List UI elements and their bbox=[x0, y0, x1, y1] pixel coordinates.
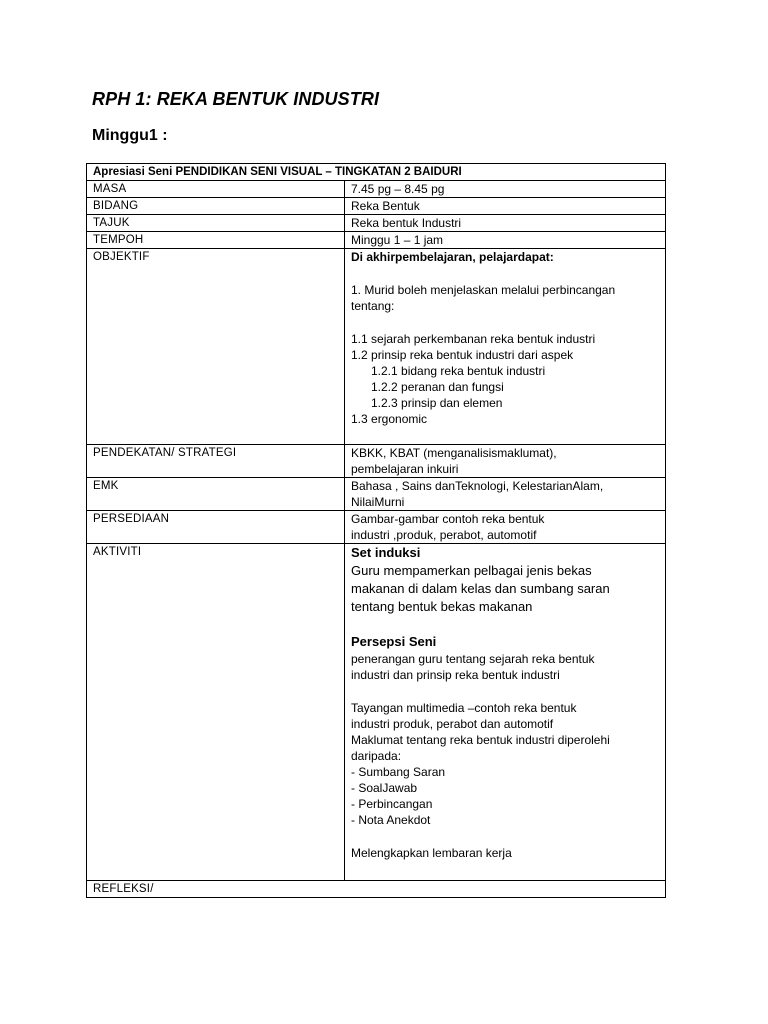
table-row bbox=[87, 198, 666, 215]
aktiviti-closing: Melengkapkan lembaran kerja bbox=[351, 846, 512, 860]
row-value-emk bbox=[345, 478, 666, 511]
row-label-pendekatan: PENDEKATAN/ STRATEGI bbox=[87, 445, 345, 478]
row-value-aktiviti bbox=[345, 544, 666, 881]
row-label-tajuk: TAJUK bbox=[87, 215, 345, 232]
objektif-item: 1.2 prinsip reka bentuk industri dari aspek bbox=[351, 348, 574, 362]
emk-line: NilaiMurni bbox=[351, 495, 405, 509]
tayangan-list-item: - Perbincangan bbox=[351, 797, 433, 811]
pendekatan-line: pembelajaran inkuiri bbox=[351, 462, 459, 476]
persediaan-line: industri ,produk, perabot, automotif bbox=[351, 528, 537, 542]
table-row bbox=[87, 232, 666, 249]
persepsi-line: penerangan guru tentang sejarah reka bentuk bbox=[351, 652, 595, 666]
persepsi-line: industri dan prinsip reka bentuk industri bbox=[351, 668, 560, 682]
row-label-objektif: OBJEKTIF bbox=[87, 249, 345, 445]
document-title: RPH 1: REKA BENTUK INDUSTRI bbox=[92, 89, 380, 109]
set-induksi-title: Set induksi bbox=[351, 545, 421, 560]
row-value-tajuk: Reka bentuk Industri bbox=[345, 215, 666, 232]
pendekatan-line: KBKK, KBAT (menganalisismaklumat), bbox=[351, 446, 557, 460]
table-header-row bbox=[87, 164, 666, 181]
row-value-objektif bbox=[345, 249, 666, 445]
row-label-aktiviti: AKTIVITI bbox=[87, 544, 345, 881]
row-label-bidang: BIDANG bbox=[87, 198, 345, 215]
objektif-subitem: 1.2.2 peranan dan fungsi bbox=[371, 380, 504, 394]
tayangan-line: Maklumat tentang reka bentuk industri diperolehi bbox=[351, 733, 610, 747]
table-row bbox=[87, 445, 666, 478]
emk-line: Bahasa , Sains danTeknologi, KelestarianAlam, bbox=[351, 479, 604, 493]
tayangan-line: Tayangan multimedia –contoh reka bentuk bbox=[351, 701, 577, 715]
row-label-refleksi: REFLEKSI/ bbox=[87, 881, 666, 898]
row-value-pendekatan bbox=[345, 445, 666, 478]
lesson-plan-table bbox=[86, 163, 666, 898]
set-induksi-line: makanan di dalam kelas dan sumbang saran bbox=[351, 581, 610, 596]
table-row bbox=[87, 544, 666, 881]
table-row bbox=[87, 181, 666, 198]
tayangan-list-item: - SoalJawab bbox=[351, 781, 418, 795]
persediaan-line: Gambar-gambar contoh reka bentuk bbox=[351, 512, 545, 526]
tayangan-list-item: - Nota Anekdot bbox=[351, 813, 431, 827]
objektif-subitem: 1.2.3 prinsip dan elemen bbox=[371, 396, 503, 410]
persepsi-title: Persepsi Seni bbox=[351, 634, 437, 649]
set-induksi-line: tentang bentuk bekas makanan bbox=[351, 599, 533, 614]
tayangan-list-item: - Sumbang Saran bbox=[351, 765, 446, 779]
tayangan-line: industri produk, perabot dan automotif bbox=[351, 717, 554, 731]
row-label-persediaan: PERSEDIAAN bbox=[87, 511, 345, 544]
row-value-persediaan bbox=[345, 511, 666, 544]
table-row bbox=[87, 215, 666, 232]
tayangan-line: daripada: bbox=[351, 749, 402, 763]
set-induksi-line: Guru mempamerkan pelbagai jenis bekas bbox=[351, 563, 592, 578]
row-value-masa: 7.45 pg – 8.45 pg bbox=[345, 181, 666, 198]
objektif-item: 1.3 ergonomic bbox=[351, 412, 428, 426]
table-row bbox=[87, 249, 666, 445]
row-label-emk: EMK bbox=[87, 478, 345, 511]
objektif-point1-line1: 1. Murid boleh menjelaskan melalui perbincangan bbox=[351, 283, 616, 297]
objektif-intro: Di akhirpembelajaran, pelajardapat: bbox=[351, 250, 554, 264]
table-row bbox=[87, 881, 666, 898]
objektif-subitem: 1.2.1 bidang reka bentuk industri bbox=[371, 364, 546, 378]
week-heading: Minggu1 : bbox=[92, 127, 168, 144]
objektif-point1-line2: tentang: bbox=[351, 299, 395, 313]
table-row bbox=[87, 511, 666, 544]
table-header: Apresiasi Seni PENDIDIKAN SENI VISUAL – TINGKATAN 2 BAIDURI bbox=[87, 164, 666, 181]
objektif-item: 1.1 sejarah perkembanan reka bentuk industri bbox=[351, 332, 596, 346]
row-label-tempoh: TEMPOH bbox=[87, 232, 345, 249]
row-value-tempoh: Minggu 1 – 1 jam bbox=[345, 232, 666, 249]
row-label-masa: MASA bbox=[87, 181, 345, 198]
table-row bbox=[87, 478, 666, 511]
row-value-bidang: Reka Bentuk bbox=[345, 198, 666, 215]
